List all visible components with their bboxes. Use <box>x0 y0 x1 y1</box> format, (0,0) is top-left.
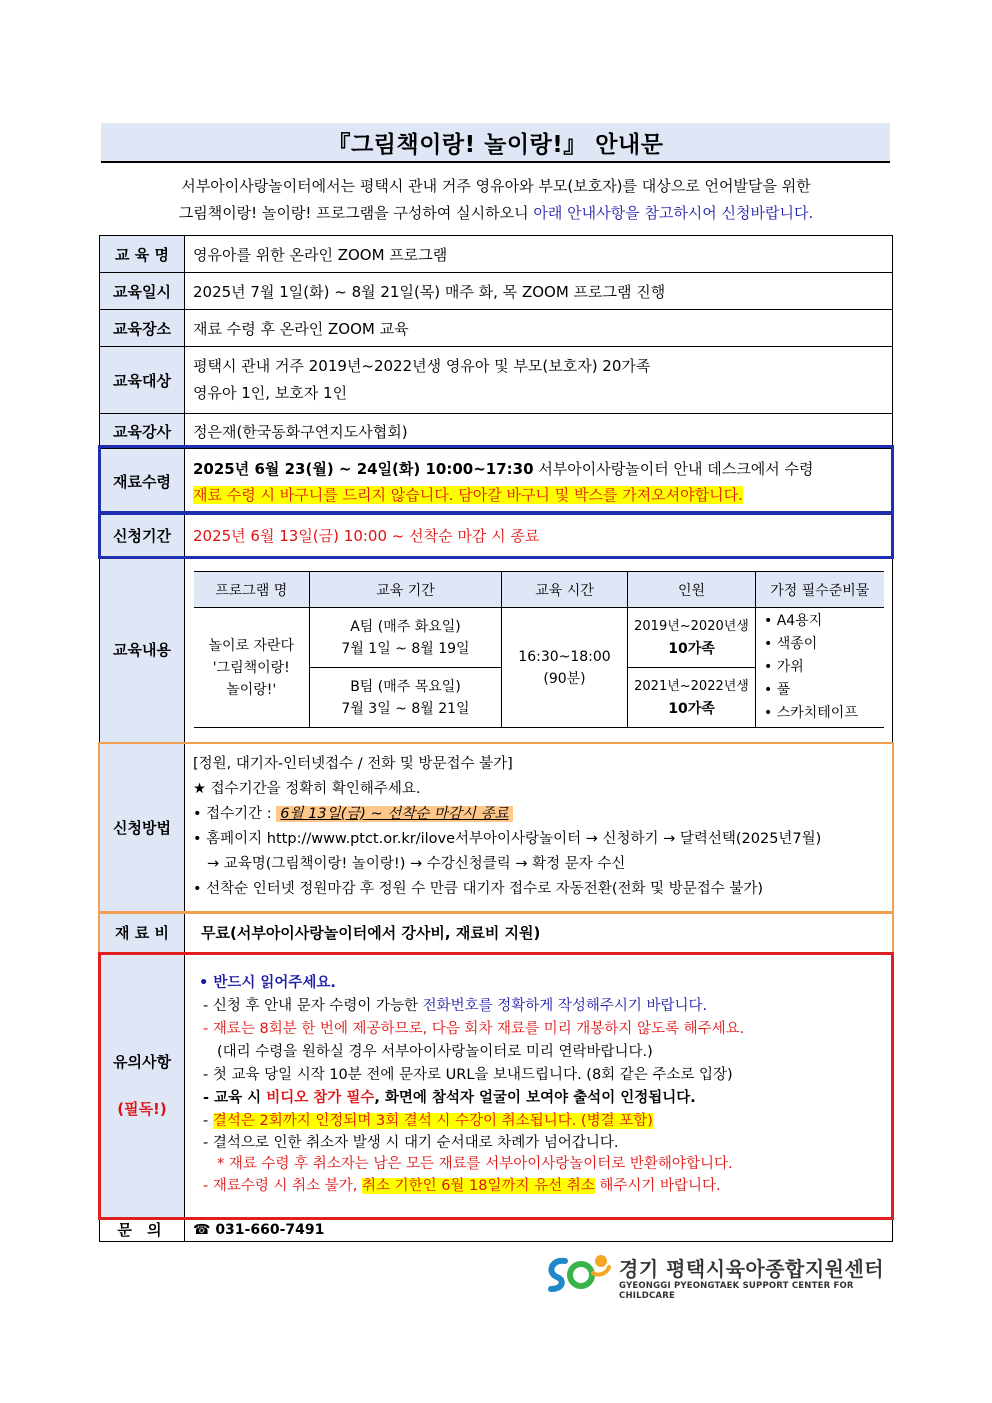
row-teacher <box>100 414 893 449</box>
row-date <box>100 273 893 310</box>
supplies-list: • A4용지 • 색종이 • 가위 • 풀 • 스카치테이프 <box>756 608 884 728</box>
value-name: 영유아를 위한 온라인 ZOOM 프로그램 <box>185 236 893 273</box>
value-content <box>185 557 893 743</box>
header-time: 교육 시간 <box>502 572 628 608</box>
value-date: 2025년 7월 1일(화) ~ 8월 21일(목) 매주 화, 목 ZOOM 프로그램 진행 <box>185 273 893 310</box>
label-place: 교육장소 <box>100 310 185 347</box>
label-method: 신청방법 <box>100 743 185 912</box>
label-material: 재료수령 <box>100 449 185 514</box>
label-date: 교육일시 <box>100 273 185 310</box>
value-teacher: 정은재(한국동화구연지도사협회) <box>185 414 893 449</box>
label-contact: 문 의 <box>100 1218 185 1242</box>
value-fee: 무료(서부아이사랑놀이터에서 강사비, 재료비 지원) <box>185 912 893 953</box>
program-name: 놀이로 자란다 '그림책이랑! 놀이랑!' <box>194 608 310 728</box>
program-table <box>194 571 884 728</box>
value-apply-period: 2025년 6월 13일(금) 10:00 ~ 선착순 마감 시 종료 <box>185 514 893 557</box>
value-contact: ☎ 031-660-7491 <box>185 1218 893 1242</box>
row-target <box>100 347 893 414</box>
intro-text <box>100 173 892 227</box>
row-material <box>100 449 893 514</box>
team-a-period: A팀 (매주 화요일) 7월 1일 ~ 8월 19일 <box>310 608 502 668</box>
group-b-people: 2021년~2022년생 10가족 <box>628 668 756 728</box>
label-content: 교육내용 <box>100 557 185 743</box>
header-program: 프로그램 명 <box>194 572 310 608</box>
row-notes <box>100 953 893 1218</box>
page-title: 『그림책이랑! 놀이랑!』 안내문 <box>101 123 890 163</box>
info-table <box>99 235 893 1242</box>
value-material: 2025년 6월 23(월) ~ 24일(화) 10:00~17:30 서부아이사랑놀이터 안내 데스크에서 수령 재료 수령 시 바구니를 드리지 않습니다. 담아갈 바구니 및 박스를 가져오셔야합니다. <box>185 449 893 514</box>
label-notes: 유의사항 (필독!) <box>100 953 185 1218</box>
intro-highlight: 아래 안내사항을 참고하시어 신청바랍니다. <box>533 204 814 222</box>
intro-line-2: 그림책이랑! 놀이랑! 프로그램을 구성하여 실시하오니 아래 안내사항을 참고하시어 신청바랍니다. <box>178 204 814 222</box>
footer-logo <box>543 1251 893 1301</box>
material-warning: 재료 수령 시 바구니를 드리지 않습니다. 담아갈 바구니 및 박스를 가져오셔야합니다. <box>193 485 743 504</box>
group-a-people: 2019년~2020년생 10가족 <box>628 608 756 668</box>
header-supplies: 가정 필수준비물 <box>756 572 884 608</box>
header-period: 교육 기간 <box>310 572 502 608</box>
team-b-period: B팀 (매주 목요일) 7월 3일 ~ 8월 21일 <box>310 668 502 728</box>
program-header-row <box>194 572 884 608</box>
program-row-a <box>194 608 884 668</box>
label-target: 교육대상 <box>100 347 185 414</box>
value-method: [정원, 대기자-인터넷접수 / 전화 및 방문접수 불가] ★ 접수기간을 정확히 확인해주세요. • 접수기간 : 6월 13일(금) ~ 선착순 마감시 종료 • 홈페이지 http://www.ptct.or.kr/ilove서부아이사랑놀이터 → 신청하기 → 달력선택(2025년7월) → 교육명(그림책이랑! 놀이랑!) → 수강신청클릭 → 확정 문자 수신 • 선착순 인터넷 정원마감 후 정원 수 만큼 대기자 접수로 자동전환(전화 및 방문접수 불가) <box>185 743 893 912</box>
row-method <box>100 743 893 912</box>
row-place <box>100 310 893 347</box>
label-teacher: 교육강사 <box>100 414 185 449</box>
program-time: 16:30~18:00 (90분) <box>502 608 628 728</box>
row-name <box>100 236 893 273</box>
period-highlight: 6월 13일(금) ~ 선착순 마감시 종료 <box>276 806 512 822</box>
row-content <box>100 557 893 743</box>
must-read-label: (필독!) <box>117 1100 167 1118</box>
header-people: 인원 <box>628 572 756 608</box>
label-fee: 재 료 비 <box>100 912 185 953</box>
row-contact <box>100 1218 893 1242</box>
row-apply-period <box>100 514 893 557</box>
childcare-logo-icon <box>543 1251 613 1295</box>
org-name-en: GYEONGGI PYEONGTAEK SUPPORT CENTER FOR CHILDCARE <box>619 1281 854 1301</box>
value-place: 재료 수령 후 온라인 ZOOM 교육 <box>185 310 893 347</box>
intro-line-1: 서부아이사랑놀이터에서는 평택시 관내 거주 영유아와 부모(보호자)를 대상으로 언어발달을 위한 <box>181 177 811 195</box>
org-name: 경기 평택시육아종합지원센터 <box>619 1257 885 1281</box>
row-fee <box>100 912 893 953</box>
label-apply-period: 신청기간 <box>100 514 185 557</box>
value-notes: • 반드시 읽어주세요. - 신청 후 안내 문자 수령이 가능한 전화번호를 정확하게 작성해주시기 바랍니다. - 재료는 8회분 한 번에 제공하므로, 다음 회차 재료를 미리 개봉하지 않도록 해주세요. (대리 수령을 원하실 경우 서부아이사랑놀이터로 미리 연락바랍니다.) - 첫 교육 당일 시작 10분 전에 문자로 URL을 보내드립니다. (8회 같은 주소로 입장) - 교육 시 비디오 참가 필수, 화면에 참석자 얼굴이 보여야 출석이 인정됩니다. - 결석은 2회까지 인정되며 3회 결석 시 수강이 취소됩니다. (병결 포함) - 결석으로 인한 취소자 발생 시 대기 순서대로 차례가 넘어갑니다. * 재료 수령 후 취소자는 남은 모든 재료를 서부아이사랑놀이터로 반환해야합니다. - 재료수령 시 취소 불가, 취소 기한인 6월 18일까지 유선 취소 해주시기 바랍니다. <box>185 953 893 1218</box>
label-name: 교 육 명 <box>100 236 185 273</box>
value-target: 평택시 관내 거주 2019년~2022년생 영유아 및 부모(보호자) 20가족 영유아 1인, 보호자 1인 <box>185 347 893 414</box>
